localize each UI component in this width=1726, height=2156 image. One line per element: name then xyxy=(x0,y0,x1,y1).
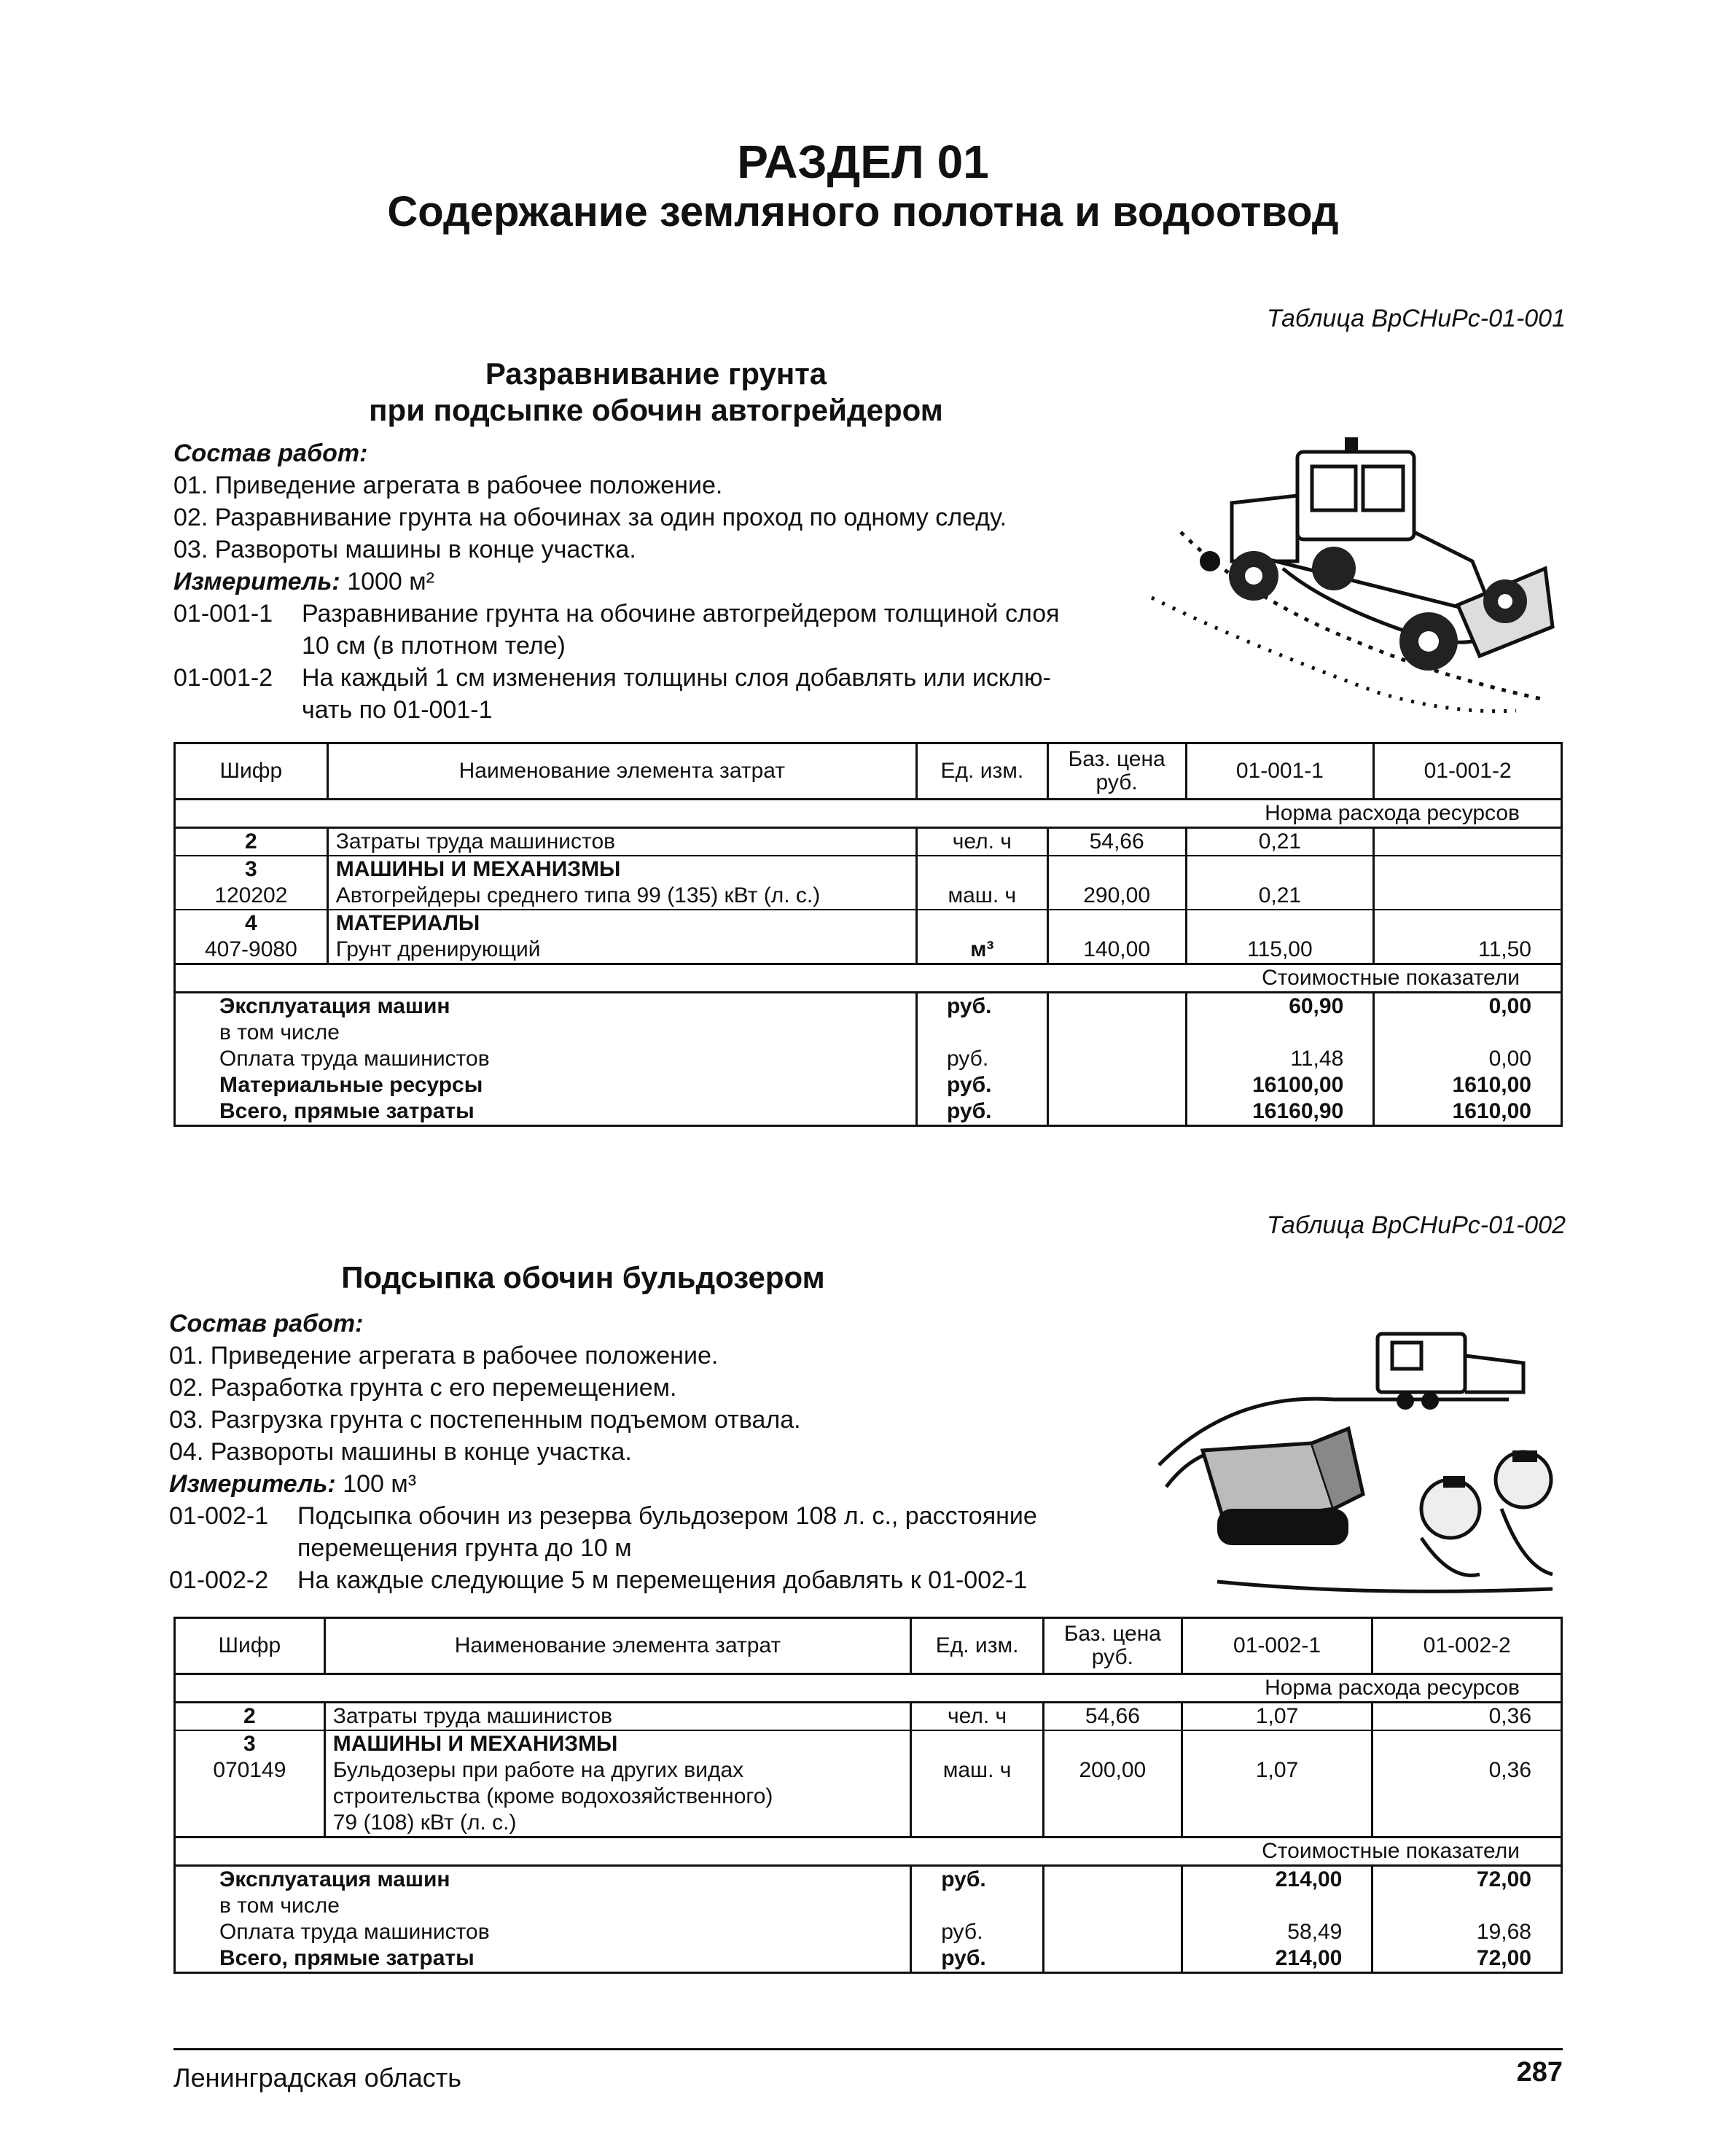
norm-label-row xyxy=(175,1674,1562,1703)
cost-label: Стоимостные показатели xyxy=(1262,1839,1520,1863)
item-row xyxy=(173,662,1060,694)
row-value-1: 0,21 xyxy=(1186,828,1374,856)
cost-value-1: 16160,90 xyxy=(1186,1098,1374,1126)
row-value-2 xyxy=(1374,883,1562,910)
row-unit: чел. ч xyxy=(911,1703,1044,1731)
header-unit: Ед. изм. xyxy=(916,743,1047,800)
cost-label-row xyxy=(175,964,1562,993)
table-row xyxy=(175,910,1562,937)
item-row xyxy=(169,1564,1037,1596)
cost-value-1: 214,00 xyxy=(1182,1945,1372,1973)
cost-unit: руб. xyxy=(916,1072,1047,1098)
section-subtitle: Содержание земляного полотна и водоотвод xyxy=(387,188,1339,235)
row-price: 290,00 xyxy=(1047,883,1186,910)
header-code: Шифр xyxy=(175,1618,325,1674)
item-text-cont: перемещения грунта до 10 м xyxy=(297,1534,632,1562)
works-list xyxy=(169,1308,1037,1596)
cost-name: Оплата труда машинистов xyxy=(175,1046,917,1072)
cost-unit: руб. xyxy=(911,1919,1044,1945)
cost-value-2: 72,00 xyxy=(1476,1867,1531,1891)
cost-name: Материальные ресурсы xyxy=(175,1072,917,1098)
table-header-row xyxy=(175,743,1562,800)
cost-name: в том числе xyxy=(175,1020,917,1046)
meter-label: Измеритель: xyxy=(169,1470,336,1498)
item-row xyxy=(169,1500,1037,1532)
footer-divider xyxy=(173,2048,1563,2050)
row-price: 200,00 xyxy=(1043,1757,1182,1784)
header-col2: 01-002-2 xyxy=(1372,1618,1562,1674)
work-item: 03. Разгрузка грунта с постепенным подъемом отвала. xyxy=(169,1406,801,1434)
item-code: 01-002-1 xyxy=(169,1502,269,1530)
work-item: 04. Развороты машины в конце участка. xyxy=(169,1438,632,1466)
cost-value-2: 1610,00 xyxy=(1452,1073,1531,1097)
item-text-cont: чать по 01-001-1 xyxy=(302,696,493,724)
row-value-2: 11,50 xyxy=(1374,937,1562,964)
header-name: Наименование элемента затрат xyxy=(324,1618,910,1674)
norm-label: Норма расхода ресурсов xyxy=(1265,1676,1520,1700)
cost-row xyxy=(175,1072,1562,1098)
row-code: 2 xyxy=(175,828,328,856)
footer-region: Ленинградская область xyxy=(173,2063,462,2093)
work-item: 01. Приведение агрегата в рабочее положение. xyxy=(173,472,723,499)
cost-table xyxy=(173,742,1563,1127)
table-header-row xyxy=(175,1618,1562,1674)
cost-name: Эксплуатация машин xyxy=(175,993,917,1020)
table-row xyxy=(175,1703,1562,1731)
cost-unit: руб. xyxy=(916,1046,1047,1072)
cost-name: в том числе xyxy=(175,1893,911,1919)
header-unit: Ед. изм. xyxy=(911,1618,1044,1674)
works-label: Состав работ: xyxy=(173,440,368,467)
row-code: 070149 xyxy=(175,1757,325,1784)
cost-row xyxy=(175,1866,1562,1894)
item-text: На каждые следующие 5 м перемещения добавлять к 01-002-1 xyxy=(297,1566,1028,1594)
cost-row xyxy=(175,1046,1562,1072)
header-code: Шифр xyxy=(175,743,328,800)
row-name-cont: строительства (кроме водохозяйственного) xyxy=(324,1784,910,1810)
item-code: 01-002-2 xyxy=(169,1566,269,1594)
header-col2: 01-001-2 xyxy=(1374,743,1562,800)
motor-grader-illustration xyxy=(1137,423,1574,722)
table-row xyxy=(175,828,1562,856)
row-name: Затраты труда машинистов xyxy=(324,1703,910,1731)
row-name-cont: 79 (108) кВт (л. с.) xyxy=(324,1810,910,1837)
cost-name: Оплата труда машинистов xyxy=(175,1919,911,1945)
work-item: 01. Приведение агрегата в рабочее положение. xyxy=(169,1342,719,1370)
row-name: Автогрейдеры среднего типа 99 (135) кВт (л. с.) xyxy=(327,883,916,910)
row-value-1: 0,21 xyxy=(1186,883,1374,910)
row-name: Затраты труда машинистов xyxy=(327,828,916,856)
cost-name: Эксплуатация машин xyxy=(175,1866,911,1894)
cost-name: Всего, прямые затраты xyxy=(175,1098,917,1126)
block-title-line: при подсыпке обочин автогрейдером xyxy=(369,393,943,428)
row-unit: маш. ч xyxy=(911,1757,1044,1784)
header-col1: 01-002-1 xyxy=(1182,1618,1372,1674)
cost-unit: руб. xyxy=(916,1098,1047,1126)
table-row xyxy=(175,1784,1562,1810)
item-text-cont: 10 см (в плотном теле) xyxy=(302,632,566,660)
table-id: Таблица ВрСНиРс-01-002 xyxy=(1266,1211,1566,1239)
header-price: Баз. цена руб. xyxy=(1047,743,1186,800)
row-price: 140,00 xyxy=(1047,937,1186,964)
header-name: Наименование элемента затрат xyxy=(327,743,916,800)
block-title-line: Разравнивание грунта xyxy=(485,356,827,391)
section-title: РАЗДЕЛ 01 xyxy=(737,136,989,188)
row-unit: м³ xyxy=(916,937,1047,964)
cost-name: Всего, прямые затраты xyxy=(175,1945,911,1973)
bulldozer-illustration xyxy=(1144,1290,1560,1596)
cost-row xyxy=(175,1020,1562,1046)
cost-unit: руб. xyxy=(911,1866,1044,1894)
norm-label-row xyxy=(175,800,1562,828)
row-value-1: 115,00 xyxy=(1186,937,1374,964)
row-name: Грунт дренирующий xyxy=(327,937,916,964)
row-group-name: МАШИНЫ И МЕХАНИЗМЫ xyxy=(327,856,916,883)
header-price: Баз. цена руб. xyxy=(1043,1618,1182,1674)
meter xyxy=(173,566,1060,598)
cost-label-row xyxy=(175,1837,1562,1866)
cost-value-1: 214,00 xyxy=(1182,1866,1372,1894)
norm-label: Норма расхода ресурсов xyxy=(1265,801,1520,825)
row-value-1: 1,07 xyxy=(1182,1703,1372,1731)
cost-value-1: 16100,00 xyxy=(1186,1072,1374,1098)
row-code: 3 xyxy=(175,1730,325,1757)
table-row xyxy=(175,937,1562,964)
row-price: 54,66 xyxy=(1047,828,1186,856)
work-item: 03. Развороты машины в конце участка. xyxy=(173,536,636,563)
row-unit: чел. ч xyxy=(916,828,1047,856)
meter-value: 100 м³ xyxy=(343,1470,417,1498)
block-title: Подсыпка обочин бульдозером xyxy=(341,1260,825,1294)
table-row xyxy=(175,1730,1562,1757)
work-item: 02. Разравнивание грунта на обочинах за один проход по одному следу. xyxy=(173,504,1007,531)
table-id: Таблица ВрСНиРс-01-001 xyxy=(1266,305,1566,332)
item-text: Подсыпка обочин из резерва бульдозером 108 л. с., расстояние xyxy=(297,1502,1037,1530)
item-text: Разравнивание грунта на обочине автогрейдером толщиной слоя xyxy=(302,600,1060,628)
row-value-1: 1,07 xyxy=(1182,1757,1372,1784)
cost-value-2: 19,68 xyxy=(1476,1920,1531,1944)
cost-label: Стоимостные показатели xyxy=(1262,966,1520,990)
cost-unit: руб. xyxy=(916,993,1047,1020)
meter-label: Измеритель: xyxy=(173,568,340,595)
cost-value-2: 72,00 xyxy=(1372,1945,1562,1973)
row-code: 2 xyxy=(175,1703,325,1731)
work-item: 02. Разработка грунта с его перемещением. xyxy=(169,1374,677,1402)
row-code: 120202 xyxy=(175,883,328,910)
table-row xyxy=(175,856,1562,883)
works-label: Состав работ: xyxy=(169,1310,364,1337)
cost-row xyxy=(175,1919,1562,1945)
works-list xyxy=(173,437,1060,726)
table-row xyxy=(175,1810,1562,1837)
row-code: 3 xyxy=(175,856,328,883)
row-unit: маш. ч xyxy=(916,883,1047,910)
row-value-2 xyxy=(1374,828,1562,856)
page-number: 287 xyxy=(1516,2057,1563,2087)
cost-row xyxy=(175,1893,1562,1919)
cost-row xyxy=(175,1945,1562,1973)
row-price: 54,66 xyxy=(1043,1703,1182,1731)
row-value-2: 0,36 xyxy=(1488,1758,1531,1782)
cost-value-1: 11,48 xyxy=(1186,1046,1374,1072)
item-code: 01-001-2 xyxy=(173,664,273,692)
cost-value-2: 1610,00 xyxy=(1374,1098,1562,1126)
cost-value-2: 0,00 xyxy=(1488,994,1531,1018)
cost-row xyxy=(175,1098,1562,1126)
item-row xyxy=(173,598,1060,630)
table-row xyxy=(175,883,1562,910)
row-code: 407-9080 xyxy=(175,937,328,964)
cost-table xyxy=(173,1617,1563,1974)
cost-value-1: 60,90 xyxy=(1186,993,1374,1020)
block-title xyxy=(219,356,1093,429)
cost-row xyxy=(175,993,1562,1020)
row-value-2: 0,36 xyxy=(1372,1703,1562,1731)
row-group-name: МАТЕРИАЛЫ xyxy=(327,910,916,937)
header-col1: 01-001-1 xyxy=(1186,743,1374,800)
meter xyxy=(169,1468,1037,1500)
row-code: 4 xyxy=(175,910,328,937)
meter-value: 1000 м² xyxy=(347,568,434,595)
cost-value-2: 0,00 xyxy=(1488,1047,1531,1071)
row-name: Бульдозеры при работе на других видах xyxy=(324,1757,910,1784)
cost-unit: руб. xyxy=(911,1945,1044,1973)
cost-value-1: 58,49 xyxy=(1182,1919,1372,1945)
item-code: 01-001-1 xyxy=(173,600,273,628)
table-row xyxy=(175,1757,1562,1784)
row-group-name: МАШИНЫ И МЕХАНИЗМЫ xyxy=(324,1730,910,1757)
item-text: На каждый 1 см изменения толщины слоя добавлять или исклю- xyxy=(302,664,1051,692)
